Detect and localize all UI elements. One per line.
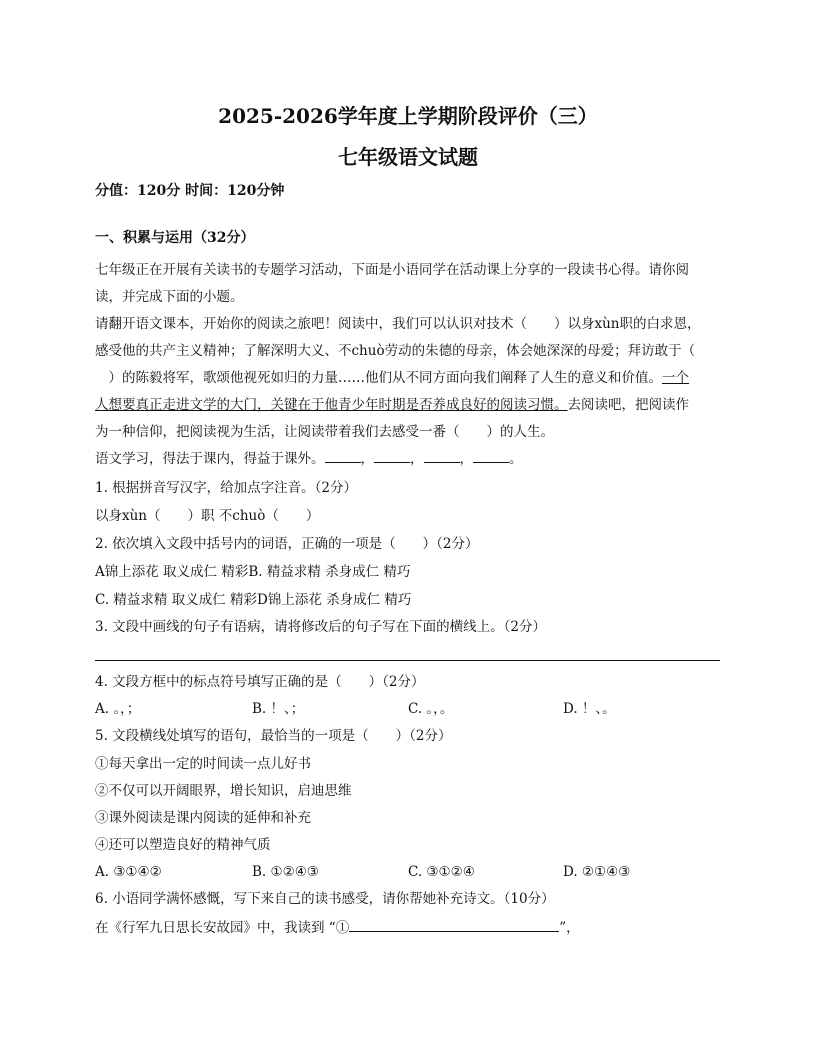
passage-text: ）的陈毅将军，歌颂他视死如归的力量……他们从不同方面向我们阐释了人生的意义和价值。	[95, 370, 662, 386]
passage-line: 语文学习，得法于课内，得益于课外。 ， ， ， 。	[95, 446, 720, 473]
poem-prompt: 在《行军九日思长安故园》中，我读到 “①	[95, 920, 350, 936]
passage-line	[95, 365, 720, 392]
section-heading: 一、积累与运用（32分）	[95, 230, 255, 246]
answer-blank[interactable]	[473, 448, 509, 463]
option-a[interactable]: A. 。，；	[95, 701, 141, 717]
passage-text: 感受他的共产主义精神；了解深明大义、不chuò劳动的朱德的母亲，体会她深深的母爱；	[95, 343, 628, 359]
passage-text: 拜访敢于（	[627, 343, 696, 359]
question-5-stem: 5. 文段横线处填写的语句，最恰当的一项是（ ）（2分）	[95, 728, 452, 744]
exam-title: 2025-2026学年度上学期阶段评价（三）	[218, 104, 598, 128]
passage-line: 为一种信仰，把阅读视为生活，让阅读带着我们去感受一番（ ）的人生。	[95, 424, 554, 440]
passage-line	[95, 392, 720, 419]
intro-line: 七年级正在开展有关读书的专题学习活动，下面是小语同学在活动课上分享的一段读书心得。请你阅	[95, 262, 689, 278]
reading-passage	[95, 311, 720, 473]
question-2-options-ab: A锦上添花 取义成仁 精彩B. 精益求精 杀身成仁 精巧	[95, 564, 411, 580]
sentence-option: ①每天拿出一定的时间读一点儿好书	[95, 756, 311, 772]
option-c[interactable]: C. ③①②④	[408, 864, 475, 880]
intro-line: 读，并完成下面的小题。	[95, 289, 244, 305]
score-time-info: 分值：120分 时间：120分钟	[95, 183, 285, 199]
underlined-sentence: 一个	[662, 370, 689, 386]
exam-subtitle: 七年级语文试题	[338, 145, 478, 169]
section-intro	[95, 257, 720, 311]
underlined-sentence: 人想要真正走进文学的大门，关键在于他青少年时期是否养成良好的阅读习惯。	[95, 397, 568, 413]
passage-text: 去阅读吧，把阅读作	[567, 397, 689, 413]
answer-blank[interactable]	[374, 448, 410, 463]
question-6-stem: 6. 小语同学满怀感慨，写下来自己的读书感受，请你帮她补充诗文。（10分）	[95, 891, 555, 907]
option-b[interactable]: B. ①②④③	[252, 864, 319, 880]
answer-line[interactable]	[95, 660, 720, 661]
passage-text: 语文学习，得法于课内，得益于课外。	[95, 451, 325, 467]
question-3-stem: 3. 文段中画线的句子有语病，请将修改后的句子写在下面的横线上。（2分）	[95, 619, 547, 635]
passage-line: 请翻开语文课本，开始你的阅读之旅吧！阅读中，我们可以认识对技术（ ）以身xùn职的白求恩，	[95, 316, 701, 332]
sentence-option: ②不仅可以开阔眼界，增长知识，启迪思维	[95, 783, 352, 799]
answer-blank[interactable]	[325, 448, 361, 463]
question-6-line	[95, 917, 720, 937]
option-a[interactable]: A. ③①④②	[95, 864, 162, 880]
question-1-stem: 1. 根据拼音写汉字，给加点字注音。（2分）	[95, 480, 358, 496]
passage-line	[95, 338, 720, 365]
question-2-stem: 2. 依次填入文段中括号内的词语，正确的一项是（ ）（2分）	[95, 536, 479, 552]
option-d[interactable]: D. ！、。	[563, 701, 616, 717]
question-1-answer: 以身xùn（ ）职 不chuò（ ）	[95, 508, 320, 524]
question-4-stem: 4. 文段方框中的标点符号填写正确的是（ ）（2分）	[95, 674, 425, 690]
sentence-option: ③课外阅读是课内阅读的延伸和补充	[95, 810, 311, 826]
poem-prompt-end: ”，	[559, 920, 580, 936]
option-c[interactable]: C. 。，。	[408, 701, 454, 717]
sentence-option: ④还可以塑造良好的精神气质	[95, 837, 271, 853]
answer-blank[interactable]	[424, 448, 460, 463]
option-d[interactable]: D. ②①④③	[563, 864, 631, 880]
answer-blank[interactable]	[349, 917, 559, 932]
question-2-options-cd: C. 精益求精 取义成仁 精彩D锦上添花 杀身成仁 精巧	[95, 592, 412, 608]
option-b[interactable]: B. ！、；	[252, 701, 305, 717]
